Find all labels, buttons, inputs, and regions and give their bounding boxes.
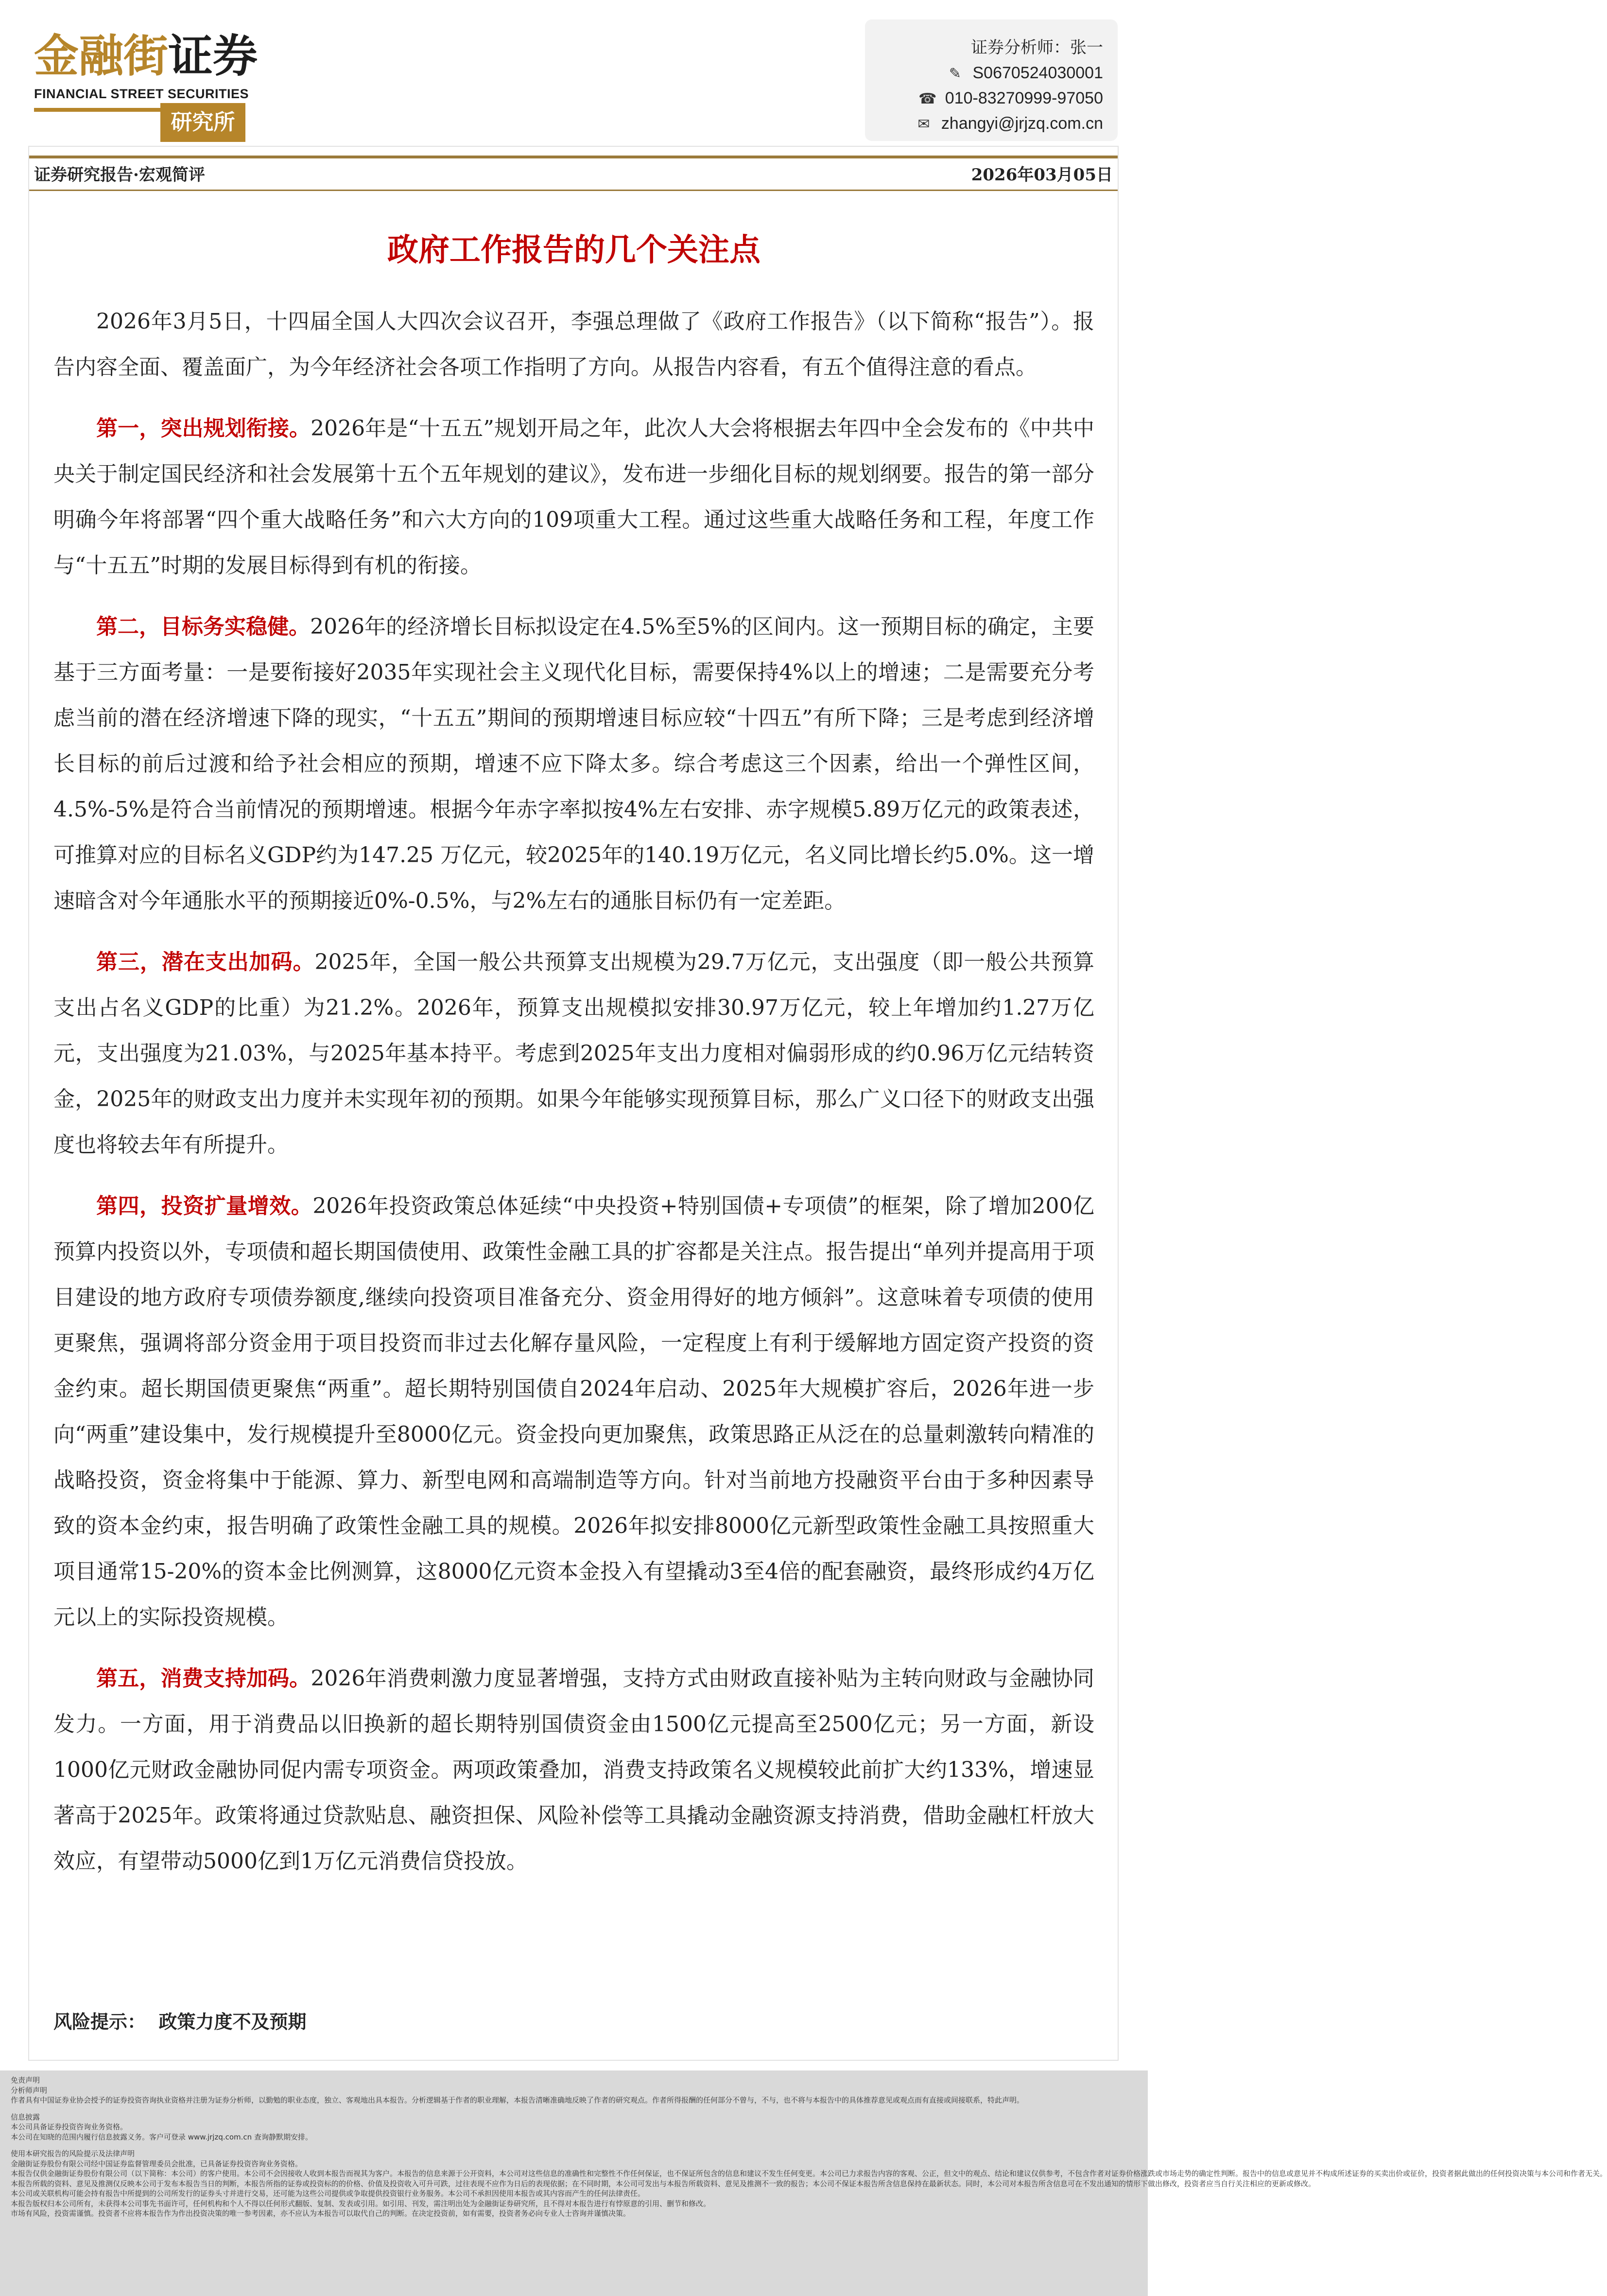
paragraph-text: 2026年3月5日，十四届全国人大四次会议召开，李强总理做了《政府工作报告》（以下简称“报告”）。报告内容全面、覆盖面广，为今年经济社会各项工作指明了方向。从报告内容看，有五个值得注意的看点。 [53, 309, 1094, 380]
disclaimer-gap [11, 2142, 1137, 2149]
phone-number: 010-83270999-97050 [945, 89, 1103, 107]
logo-name: 金融街 [34, 30, 169, 82]
logo-english-name: FINANCIAL STREET SECURITIES [34, 87, 249, 101]
phone-icon: ☎ [918, 91, 937, 107]
disclaimer-line: 信息披露 [11, 2112, 40, 2122]
paragraph-text: 2026年是“十五五”规划开局之年，此次人大会将根据去年四中全会发布的《中共中央关于制定国民经济和社会发展第十五个五年规划的建议》，发布进一步细化目标的规划纲要。报告的第一部分明确今年将部署“四个重大战略任务”和六大方向的109项重大工程。通过这些重大战略任务和工程，年度工作与“十五五”时期的发展目标得到有机的衔接。 [53, 416, 1094, 578]
point-paragraph [53, 406, 1094, 589]
disclaimer-line: 本公司或关联机构可能会持有报告中所提到的公司所发行的证券头寸并进行交易，还可能为这些公司提供或争取提供投资银行业务服务。本公司不承担因使用本报告或其内容而产生的任何法律责任。 [11, 2189, 645, 2198]
analyst-name: 证券分析师：张一 [971, 38, 1103, 57]
point-heading: 第一，突出规划衔接。 [96, 416, 311, 441]
point-heading: 第四，投资扩量增效。 [96, 1194, 313, 1218]
disclaimer-line: 使用本研究报告的风险提示及法律声明 [11, 2149, 135, 2158]
mail-icon: ✉ [917, 116, 930, 132]
point-paragraph [53, 1656, 1094, 1884]
company-logo [34, 29, 277, 146]
disclaimer-line: 市场有风险，投资需谨慎。投资者不应将本报告作为作出投资决策的唯一参考因素，亦不应认为本报告可以取代自己的判断。在决定投资前，如有需要，投资者务必向专业人士咨询并谨慎决策。 [11, 2209, 631, 2218]
report-title: 政府工作报告的几个关注点 [387, 232, 760, 268]
report-header [29, 19, 1118, 151]
risk-label: 风险提示： [53, 2011, 146, 2033]
disclaimer-section [0, 2070, 1607, 2296]
disclaimer-line: 分析师声明 [11, 2086, 48, 2095]
disclaimer-gap [11, 2105, 1137, 2112]
risk-text: 政策力度不及预期 [158, 2011, 307, 2033]
logo-securities: 证券 [168, 30, 258, 82]
disclaimer-line: 本公司具备证券投资咨询业务资格。 [11, 2122, 128, 2131]
logo-bar [34, 108, 160, 112]
point-paragraph [53, 604, 1094, 924]
logo-title [34, 29, 258, 83]
paragraph-text: 2026年投资政策总体延续“中央投资+特别国债+专项债”的框架，除了增加200亿预算内投资以外，专项债和超长期国债使用、政策性金融工具的扩容都是关注点。报告提出“单列并提高用于项目建设的地方政府专项债券额度,继续向投资项目准备充分、资金用得好的地方倾斜”。这意味着专项债的使用更聚焦，强调将部分资金用于项目投资而非过去化解存量风险，一定程度上有利于缓解地方固定资产投资的资金约束。超长期国债更聚焦“两重”。超长期特别国债自2024年启动、2025年大规模扩容后，2026年进一步向“两重”建设集中，发行规模提升至8000亿元。资金投向更加聚焦，政策思路正从泛在的总量刺激转向精准的战略投资，资金将集中于能源、算力、新型电网和高端制造等方向。针对当前地方投融资平台由于多种因素导致的资本金约束，报告明确了政策性金融工具的规模。2026年拟安排8000亿元新型政策性金融工具按照重大项目通常15-20%的资本金比例测算，这8000亿元资本金投入有望撬动3至4倍的配套融资，最终形成约4万亿元以上的实际投资规模。 [53, 1194, 1095, 1630]
institute-badge: 研究所 [160, 103, 245, 142]
analyst-contact-box [865, 19, 1118, 141]
paragraph-text: 2026年的经济增长目标拟设定在4.5%至5%的区间内。这一预期目标的确定，主要基于三方面考量：一是要衔接好2035年实现社会主义现代化目标，需要保持4%以上的增速；二是需要充分考虑当前的潜在经济增速下降的现实，“十五五”期间的预期增速目标应较“十四五”有所下降；三是考虑到经济增长目标的前后过渡和给予社会相应的预期，增速不应下降太多。综合考虑这三个因素，给出一个弹性区间，4.5%-5%是符合当前情况的预期增速。根据今年赤字率拟按4%左右安排、赤字规模5.89万亿元的政策表述，可推算对应的目标名义GDP约为147.25 万亿元，较2025年的140.19万亿元，名义同比增长约5.0%。这一增速暗含对今年通胀水平的预期接近0%-0.5%，与2%左右的通胀目标仍有一定差距。 [53, 614, 1095, 913]
point-heading: 第三，潜在支出加码。 [96, 950, 315, 974]
pen-icon: ✎ [949, 66, 962, 82]
point-paragraph [53, 939, 1094, 1168]
risk-warning [53, 2007, 307, 2036]
report-body [53, 299, 1094, 1900]
report-date: 2026年03月05日 [971, 165, 1113, 185]
license-row [946, 63, 1104, 83]
license-number: S0670524030001 [972, 64, 1103, 82]
phone-row [918, 88, 1103, 108]
disclaimer-line: 本公司在知晓的范围内履行信息披露义务。客户可登录 www.jrjzq.com.cn 查询静默期安排。 [11, 2132, 312, 2141]
disclaimer-line: 本报告仅供金融街证券股份有限公司（以下简称：本公司）的客户使用。本公司不会因接收人收到本报告而视其为客户。本报告的信息来源于公开资料，本公司对这些信息的准确性和完整性不作任何保证，也不保证所包含的信息和建议不发生任何变更。本公司已力求报告内容的客观、公正，但文中的观点、结论和建议仅供参考，不包含作者对证券价格涨跌或市场走势的确定性判断。报告中的信息或意见并不构成所述证券的买卖出价或征价，投资者据此做出的任何投资决策与本公司和作者无关。 [11, 2169, 1607, 2178]
disclaimer-line: 金融街证券股份有限公司经中国证券监督管理委员会批准，已具备证券投资咨询业务资格。 [11, 2159, 303, 2168]
intro-paragraph [53, 299, 1094, 390]
disclaimer-line: 本报告版权归本公司所有，未获得本公司事先书面许可，任何机构和个人不得以任何形式翻版、复制、发表或引用。如引用、刊发，需注明出处为金融街证券研究所，且不得对本报告进行有悖原意的引用、删节和修改。 [11, 2199, 711, 2208]
email-row [914, 114, 1103, 133]
paragraph-text: 2025年，全国一般公共预算支出规模为29.7万亿元，支出强度（即一般公共预算支出占名义GDP的比重）为21.2%。2026年，预算支出规模拟安排30.97万亿元，较上年增加约1.27万亿元，支出强度为21.03%，与2025年基本持平。考虑到2025年支出力度相对偏弱形成的约0.96万亿元结转资金，2025年的财政支出力度并未实现年初的预期。如果今年能够实现预算目标，那么广义口径下的财政支出强度也将较去年有所提升。 [53, 950, 1095, 1157]
report-type: 证券研究报告·宏观简评 [34, 165, 205, 185]
disclaimer-line: 作者具有中国证券业协会授予的证券投资咨询执业资格并注册为证券分析师，以勤勉的职业态度，独立、客观地出具本报告。分析逻辑基于作者的职业理解，本报告清晰准确地反映了作者的研究观点。作者所得报酬的任何部分不曾与，不与，也不将与本报告中的具体推荐意见或观点而有直接或间接联系，特此声明。 [11, 2096, 1024, 2105]
point-paragraph [53, 1183, 1094, 1640]
point-heading: 第五，消费支持加码。 [96, 1666, 311, 1691]
paragraph-text: 2026年消费刺激力度显著增强，支持方式由财政直接补贴为主转向财政与金融协同发力。一方面，用于消费品以旧换新的超长期特别国债资金由1500亿元提高至2500亿元；另一方面，新设1000亿元财政金融协同促内需专项资金。两项政策叠加，消费支持政策名义规模较此前扩大约133%，增速显著高于2025年。政策将通过贷款贴息、融资担保、风险补偿等工具撬动金融资源支持消费，借助金融杠杆放大效应，有望带动5000亿到1万亿元消费信贷投放。 [53, 1666, 1094, 1874]
email-link[interactable]: zhangyi@jrjzq.com.cn [941, 114, 1103, 133]
disclaimer-line: 本报告所载的资料、意见及推测仅反映本公司于发布本报告当日的判断，本报告所指的证券或投资标的的价格、价值及投资收入可升可跌，过往表现不应作为日后的表现依据；在不同时期，本公司可发出与本报告所载资料、意见及推测不一致的报告；本公司不保证本报告所含信息保持在最新状态。同时，本公司对本报告所含信息可在不发出通知的情形下做出修改，投资者应当自行关注相应的更新或修改。 [11, 2179, 1316, 2188]
point-heading: 第二，目标务实稳健。 [96, 614, 311, 639]
disclaimer-line: 免责声明 [11, 2076, 40, 2085]
disclaimer-text [11, 2075, 1607, 2219]
